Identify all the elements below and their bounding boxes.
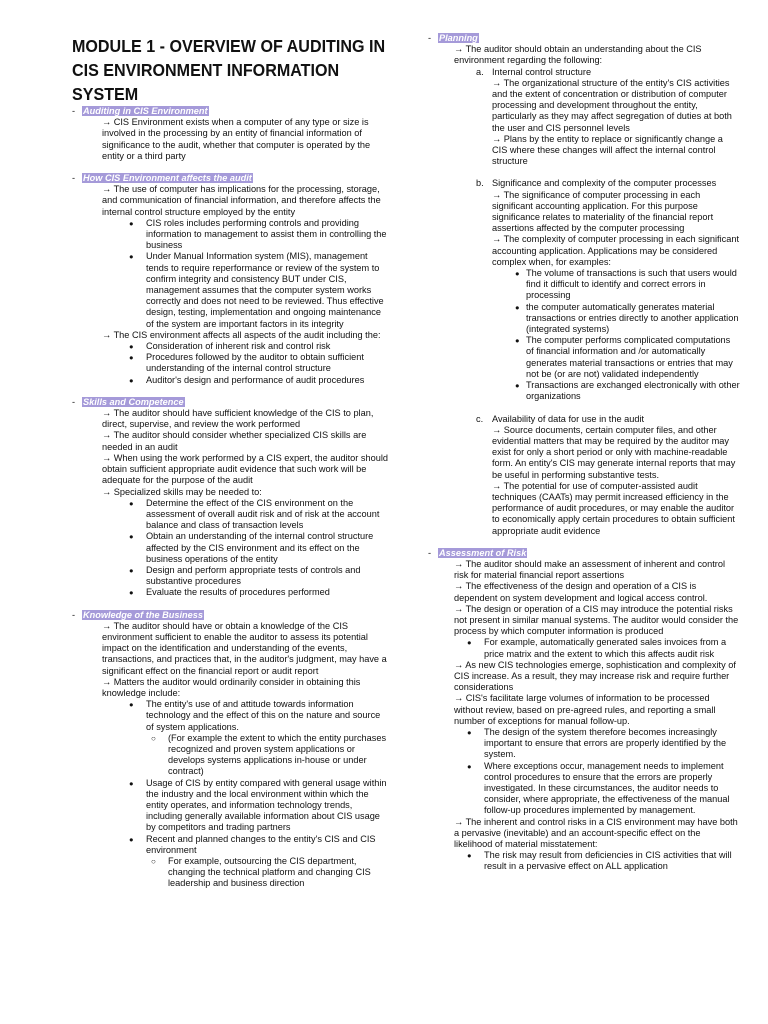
bullet-list [428, 850, 740, 872]
list-item: ● Design and perform appropriate tests of controls and substantive procedures [146, 565, 390, 587]
list-item: ● For example, automatically generated sales invoices from a price matrix and the extent to which this affects audit risk [484, 637, 740, 659]
list-item: ● The design of the system therefore becomes increasingly important to ensure that errors are properly identified by the system. [484, 727, 740, 761]
right-column [428, 33, 740, 873]
bullet-list [72, 498, 390, 599]
paragraph: → The auditor should have sufficient knowledge of the CIS to plan, direct, supervise, and review the work performed [102, 408, 374, 430]
bullet-list [428, 727, 740, 817]
section-heading: Assessment of Risk [439, 547, 527, 558]
bullet-list [492, 268, 740, 402]
list-item: ● Usage of CIS by entity compared with general usage within the industry and the local environment within which the entity operates, and information technology trends, including generally available information about CIS usage by competitors and trading partners [146, 778, 390, 834]
section-heading: Skills and Competence [83, 396, 184, 407]
section-planning: - Planning → The auditor should obtain an understanding about the CIS environment regarding the following: a. Internal control structure → The organizational structure of the entity's CIS activities and the extent of concentration or distribution of computer processing and development throughout the entity, particularly as they may affect segregation of duties at both the user and CIS personnel levels → Plans by the entity to replace or significantly change a CIS where these changes will affect the internal control structure b. Significance and complexity of the computer processes → The significance of computer processing in each significant accounting application. For this purpose significance relates to materiality of the financial report assertions affected by the computer processing → The complexity of computer processing in each significant accounting application. Applications may be considered complex when, for examples: ● The volume of transactions is such that users would find it difficult to identify and correct errors in processing ● the computer automatically generates material transactions or entries directly to another application (integrated systems) ● The computer performs complicated computations of financial information and /or automatically generates material transactions or entries that may not be (or are not) validated independently ● Transactions are exchanged electronically with other organizations c. Availability of data for use in the audit → Source documents, certain computer files, and other evidential matters that may be required by the auditor may exist for only a short period or only with machine-readable form. An entity's CIS may generate internal reports that may be useful in performing substantive tests. → The potential for use of computer-assisted audit techniques (CAATs) may permit increased efficiency in the performance of audit procedures, or may enable the auditor to economically apply certain procedures to obtain sufficient appropriate audit evidence [428, 33, 740, 537]
list-item: ● Auditor's design and performance of audit procedures [146, 375, 390, 386]
paragraph: → The auditor should make an assessment of inherent and control risk for material financial report assertions [454, 558, 726, 581]
list-item: ● Procedures followed by the auditor to obtain sufficient understanding of the internal control structure [146, 352, 390, 374]
list-item: ○ For example, outsourcing the CIS department, changing the technical platform and changing CIS leadership and business direction [168, 856, 390, 890]
list-item: ● The entity's use of and attitude towards information technology and the effect of this on the nature and source of system applications. ○ (For example the extent to which the entity purchases recognized and proven system applications or develops systems applications in-house or under contract) [146, 699, 390, 777]
list-item: ● Transactions are exchanged electronically with other organizations [526, 380, 740, 402]
section-how-cis-affects-audit: - How CIS Environment affects the audit → The use of computer has implications for the processing, storage, and communication of financial information, and therefore affects the internal control structure employed by the entity ● CIS roles includes performing controls and providing information to management to assist them in controlling the business ● Under Manual Information system (MIS), management tends to require reperformance or review of the system to confirm integrity and consistency BUT under CIS, management assumes that the computer system works correctly and does not need to be reviewed. Thus effective design, testing, implementation and ongoing maintenance of the system are important factors in its integrity → The CIS environment affects all aspects of the audit including the: ● Consideration of inherent risk and control risk ● Procedures followed by the auditor to obtain sufficient understanding of the internal control structure ● Auditor's design and performance of audit procedures [72, 173, 390, 386]
left-column [72, 0, 390, 890]
list-item: ○ (For example the extent to which the entity purchases recognized and proven system applications or develops systems applications in-house or under contract) [168, 733, 390, 778]
bullet-list [428, 637, 740, 659]
paragraph: → As new CIS technologies emerge, sophistication and complexity of CIS increase. As a result, they may increase risk and require further considerations [454, 659, 736, 693]
list-item: ● The computer performs complicated computations of financial information and /or automatically generates material transactions or entries that may not be (or are not) validated independently [526, 335, 740, 380]
sub-list [146, 733, 390, 778]
lettered-list [428, 67, 740, 537]
list-item: a. Internal control structure → The organizational structure of the entity's CIS activities and the extent of concentration or distribution of computer processing and development throughout the entity, particularly as they may affect segregation of duties at both the user and CIS personnel levels → Plans by the entity to replace or significantly change a CIS where these changes will affect the internal control structure [476, 66, 732, 167]
page-title: MODULE 1 - OVERVIEW OF AUDITING IN CIS ENVIRONMENT INFORMATION SYSTEM [72, 36, 386, 104]
section-heading: Knowledge of the Business [83, 609, 203, 620]
paragraph: → CIS Environment exists when a computer of any type or size is involved in the processing by an entity of financial information of significance to the audit, whether that computer is operated by the entity or a third party [102, 117, 371, 161]
bullet-list [72, 341, 390, 386]
sub-list [146, 856, 390, 890]
section-heading: Planning [439, 33, 478, 43]
paragraph: → CIS's facilitate large volumes of information to be processed without review, based on pre-agreed rules, and reporting a small number of exceptions for manual follow-up. [454, 693, 716, 726]
section-heading: Auditing in CIS Environment [83, 106, 208, 116]
bullet-list [72, 699, 390, 889]
list-item: ● Determine the effect of the CIS environment on the assessment of overall audit risk and of risk at the account balance and class of transaction levels [146, 498, 390, 532]
list-item: ● Evaluate the results of procedures performed [146, 587, 390, 598]
list-item: ● Consideration of inherent risk and control risk [146, 341, 390, 352]
section-auditing-in-cis: - Auditing in CIS Environment → CIS Environment exists when a computer of any type or size is involved in the processing by an entity of financial information of significance to the audit, whether that computer is operated by the entity or a third party [72, 106, 390, 162]
paragraph: → Specialized skills may be needed to: [102, 486, 262, 497]
paragraph: → The CIS environment affects all aspects of the audit including the: [102, 329, 381, 340]
list-item: ● the computer automatically generates material transactions or entries directly to another application (integrated systems) [526, 302, 740, 336]
list-item: ● Obtain an understanding of the internal control structure affected by the CIS environment and its effect on the business operations of the entity [146, 531, 390, 565]
paragraph: → Matters the auditor would ordinarily consider in obtaining this knowledge include: [102, 676, 361, 698]
paragraph: → The effectiveness of the design and operation of a CIS is dependent on system development and logical access control. [454, 581, 708, 603]
paragraph: → When using the work performed by a CIS expert, the auditor should obtain sufficient appropriate audit evidence that such work will be adequate for the purpose of the audit [102, 452, 388, 486]
paragraph: → The inherent and control risks in a CIS environment may have both a pervasive (inevitable) and an account-specific effect on the likelihood of material misstatement: [454, 816, 738, 850]
list-item: ● CIS roles includes performing controls and providing information to management to assist them in controlling the business [146, 218, 390, 252]
section-knowledge-of-business: - Knowledge of the Business → The auditor should have or obtain a knowledge of the CIS environment sufficient to enable the auditor to assess its potential impact on the identification and understanding of the events, transactions, and practices that, in the auditor's judgment, may have a significant effect on the financial report or audit report → Matters the auditor would ordinarily consider in obtaining this knowledge include: ● The entity's use of and attitude towards information technology and the effect of this on the nature and source of system applications. ○ (For example the extent to which the entity purchases recognized and proven system applications or develops systems applications in-house or under contract) ● Usage of CIS by entity compared with general usage within the industry and the local environment within which the entity operates, and information technology trends, including generally available information about CIS usage by competitors and trading partners ● Recent and planned changes to the entity's CIS and CIS environment ○ For example, outsourcing the CIS department, changing the technical platform and changing CIS leadership and business direction [72, 610, 390, 890]
list-item: ● Under Manual Information system (MIS), management tends to require reperformance or review of the system to confirm integrity and consistency BUT under CIS, management assumes that the computer system works correctly and does not need to be reviewed. Thus effective design, testing, implementation and ongoing maintenance of the system are important factors in its integrity [146, 251, 390, 329]
paragraph: → The auditor should have or obtain a knowledge of the CIS environment sufficient to enable the auditor to assess its potential impact on the identification and understanding of the events, transactions, and practices that, in the auditor's judgment, may have a significant effect on the financial report or audit report [102, 620, 387, 676]
paragraph: → The auditor should consider whether specialized CIS skills are needed in an audit [102, 430, 367, 452]
list-item: ● The volume of transactions is such that users would find it difficult to identify and correct errors in processing [526, 268, 740, 302]
paragraph: → The design or operation of a CIS may introduce the potential risks not present in similar manual systems. The auditor would consider the process by which computer information is produced [454, 603, 739, 637]
list-item: ● Where exceptions occur, management needs to implement control procedures to ensure that the errors are properly investigated. In these circumstances, the auditor needs to consider, where appropriate, the effectiveness of the manual follow-up procedures implemented by management. [484, 761, 740, 817]
list-item: ● Recent and planned changes to the entity's CIS and CIS environment ○ For example, outsourcing the CIS department, changing the technical platform and changing CIS leadership and business direction [146, 834, 390, 890]
section-heading: How CIS Environment affects the audit [83, 173, 252, 184]
paragraph: → The auditor should obtain an understanding about the CIS environment regarding the following: [454, 44, 702, 66]
list-item: c. Availability of data for use in the audit → Source documents, certain computer files, and other evidential matters that may be required by the auditor may exist for only a short period or only with machine-readable form. An entity's CIS may generate internal reports that may be useful in performing substantive tests. → The potential for use of computer-assisted audit techniques (CAATs) may permit increased efficiency in the performance of audit procedures, or may enable the auditor to economically apply certain procedures to obtain sufficient appropriate audit evidence [476, 413, 736, 536]
section-assessment-of-risk: - Assessment of Risk → The auditor should make an assessment of inherent and control risk for material financial report assertions → The effectiveness of the design and operation of a CIS is dependent on system development and logical access control. → The design or operation of a CIS may introduce the potential risks not present in similar manual systems. The auditor would consider the process by which computer information is produced ● For example, automatically generated sales invoices from a price matrix and the extent to which this affects audit risk → As new CIS technologies emerge, sophistication and complexity of CIS increase. As a result, they may increase risk and require further considerations → CIS's facilitate large volumes of information to be processed without review, based on pre-agreed rules, and reporting a small number of exceptions for manual follow-up. ● The design of the system therefore becomes increasingly important to ensure that errors are properly identified by the system. ● Where exceptions occur, management needs to implement control procedures to ensure that the errors are properly investigated. In these circumstances, the auditor needs to consider, where appropriate, the effectiveness of the manual follow-up procedures implemented by management. → The inherent and control risks in a CIS environment may have both a pervasive (inevitable) and an account-specific effect on the likelihood of material misstatement: ● The risk may result from deficiencies in CIS activities that will result in a pervasive effect on ALL application [428, 548, 740, 873]
list-item: ● The risk may result from deficiencies in CIS activities that will result in a pervasive effect on ALL application [484, 850, 740, 872]
bullet-list [72, 218, 390, 330]
paragraph: → The use of computer has implications for the processing, storage, and communication of financial information, and therefore affects the internal control structure employed by the entity [102, 184, 381, 217]
list-item: b. Significance and complexity of the computer processes → The significance of computer processing in each significant accounting application. For this purpose significance relates to materiality of the financial report assertions affected by the computer processing → The complexity of computer processing in each significant accounting application. Applications may be considered complex when, for examples: ● The volume of transactions is such that users would find it difficult to identify and correct errors in processing ● the computer automatically generates material transactions or entries directly to another application (integrated systems) ● The computer performs complicated computations of financial information and /or automatically generates material transactions or entries that may not be (or are not) validated independently ● Transactions are exchanged electronically with other organizations [476, 178, 740, 402]
section-skills-and-competence: - Skills and Competence → The auditor should have sufficient knowledge of the CIS to plan, direct, supervise, and review the work performed → The auditor should consider whether specialized CIS skills are needed in an audit → When using the work performed by a CIS expert, the auditor should obtain sufficient appropriate audit evidence that such work will be adequate for the purpose of the audit → Specialized skills may be needed to: ● Determine the effect of the CIS environment on the assessment of overall audit risk and of risk at the account balance and class of transaction levels ● Obtain an understanding of the internal control structure affected by the CIS environment and its effect on the business operations of the entity ● Design and perform appropriate tests of controls and substantive procedures ● Evaluate the results of procedures performed [72, 397, 390, 599]
